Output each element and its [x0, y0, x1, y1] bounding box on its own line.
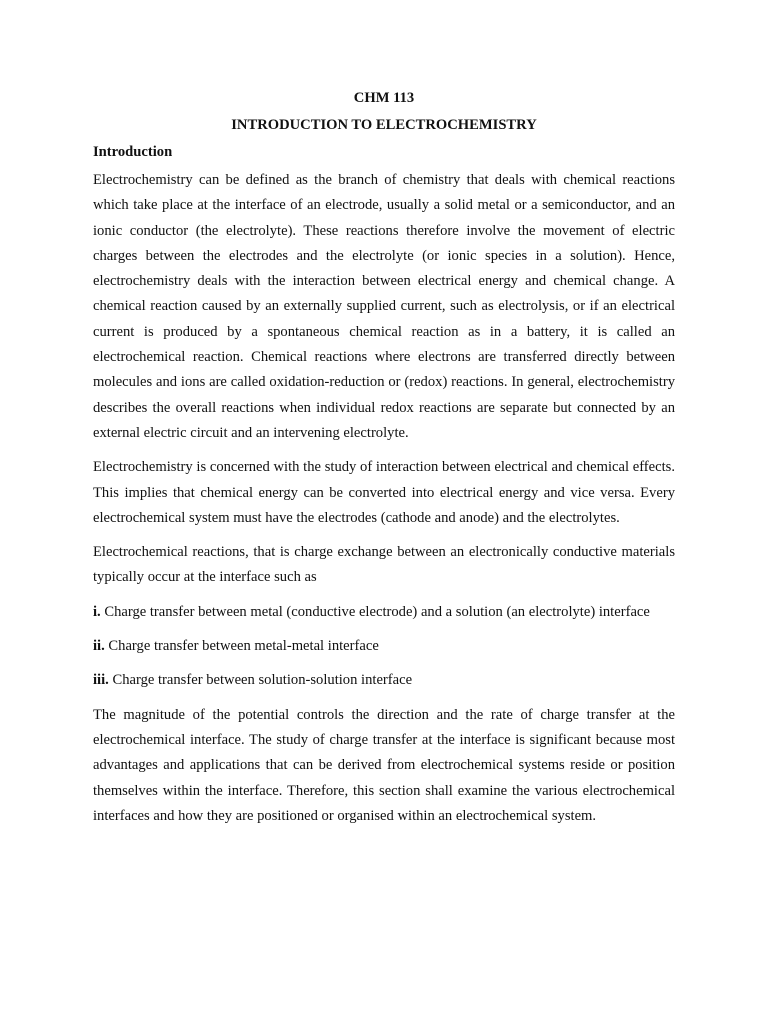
paragraph-interaction: Electrochemistry is concerned with the study of interaction between electrical and chemical effects. This implies that chemical energy can be converted into electrical energy and vice versa. Every electrochemical system must have the electrodes (cathode and anode) and the electrolytes.: [93, 459, 675, 526]
list-item-text: Charge transfer between metal (conductive electrode) and a solution (an electrolyte) interface: [100, 603, 650, 620]
document-title: INTRODUCTION TO ELECTROCHEMISTRY: [231, 117, 537, 133]
paragraph-closing: The magnitude of the potential controls the direction and the rate of charge transfer at the electrochemical interface. The study of charge transfer at the interface is significant because most advantages and applications that can be derived from electrochemical systems reside or position themselves within the interface. Therefore, this section shall examine the various electrochemical interfaces and how they are positioned or organised within an electrochemical system.: [93, 706, 675, 824]
list-item-number: ii.: [93, 638, 105, 655]
list-item: [93, 668, 675, 693]
list-item-number: i.: [93, 603, 101, 620]
paragraph-definition: Electrochemistry can be defined as the branch of chemistry that deals with chemical reactions which take place at the interface of an electrode, usually a solid metal or a semiconductor, and an ionic conductor (the electrolyte). These reactions therefore involve the movement of electric charges between the electrodes and the electrolyte (or ionic species in a solution). Hence, electrochemistry deals with the interaction between electrical energy and chemical change. A chemical reaction caused by an externally supplied current, such as electrolysis, or if an electrical current is produced by a spontaneous chemical reaction as in a battery, it is called an electrochemical reaction. Chemical reactions where electrons are transferred directly between molecules and ions are called oxidation-reduction or (redox) reactions. In general, electrochemistry describes the overall reactions when individual redox reactions are separate but connected by an external electric circuit and an intervening electrolyte.: [93, 172, 675, 441]
paragraph-reactions: Electrochemical reactions, that is charge exchange between an electronically conductive materials typically occur at the interface such as: [93, 544, 675, 586]
list-item-number: iii.: [93, 672, 109, 689]
list-item-text: Charge transfer between solution-solution interface: [108, 672, 413, 689]
page-content: [93, 86, 675, 838]
list-item-text: Charge transfer between metal-metal interface: [104, 638, 379, 655]
section-heading: Introduction: [93, 144, 173, 160]
list-item: [93, 634, 675, 659]
list-item: [93, 600, 675, 625]
course-code: CHM 113: [353, 90, 415, 106]
